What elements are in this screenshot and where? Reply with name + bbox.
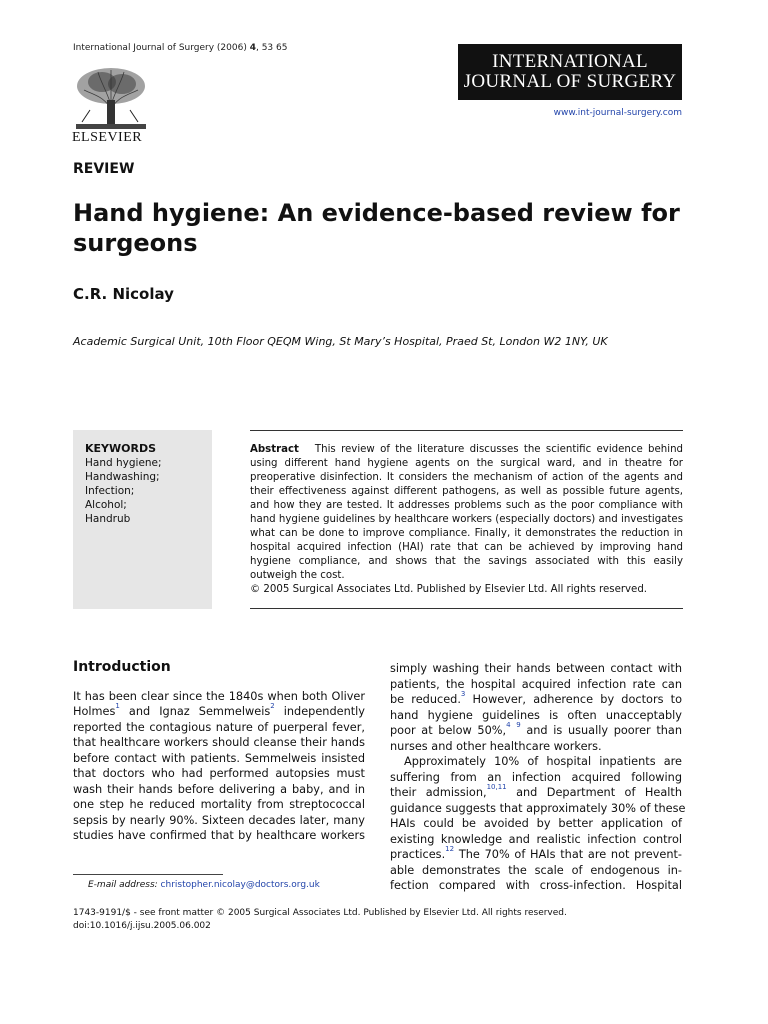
author-name: C.R. Nicolay xyxy=(73,285,174,303)
body-line: hand hygiene guidelines is often unacceptably xyxy=(390,708,682,722)
footnote-rule xyxy=(73,874,223,875)
abstract-line: hand hygiene guidelines by healthcare workers (especially doctors) and investigates xyxy=(250,514,683,525)
body-column-right xyxy=(390,661,686,894)
keywords-box xyxy=(73,430,212,609)
abstract-line: what can be done to improve compliance. Finally, it demonstrates the reduction in xyxy=(250,528,683,539)
body-line: It has been clear since the 1840s when both Oliver xyxy=(73,689,365,703)
author-email-link[interactable]: christopher.nicolay@doctors.org.uk xyxy=(160,880,320,890)
abstract-heading: Abstract xyxy=(250,444,299,455)
keywords-heading: KEYWORDS xyxy=(85,442,157,455)
abstract-top-rule xyxy=(250,430,683,431)
body-line: patients, the hospital acquired infection rate can xyxy=(390,677,682,691)
body-line: nurses and other healthcare workers. xyxy=(390,739,602,753)
body-line: that doctors who had performed autopsies must xyxy=(73,767,365,780)
body-line: practices.$^{12}$ The 70% of HAIs that are not prevent- xyxy=(390,845,682,861)
abstract-line: This review of the literature discusses the scientific evidence behind xyxy=(314,444,683,455)
body-line: Holmes$^1$ and Ignaz Semmelweis$^2$ independently xyxy=(73,702,365,718)
citation-line xyxy=(73,43,287,53)
abstract-line: preoperative disinfection. It considers the mechanism of action of the agents and xyxy=(250,472,683,483)
tree-icon xyxy=(72,66,150,130)
reference-link[interactable]: 3 xyxy=(460,690,466,698)
body-line: wash their hands before delivering a baby, and in xyxy=(73,782,365,796)
reference-link[interactable]: 1 xyxy=(115,702,120,710)
intro-heading: Introduction xyxy=(73,659,171,675)
body-line: sepsis by nearly 90%. Sixteen decades later, many xyxy=(73,813,365,827)
keyword-item: Hand hygiene; xyxy=(85,457,162,469)
abstract-bottom-rule xyxy=(250,608,683,609)
body-column-left xyxy=(73,660,365,844)
body-line: their admission,$^{10,11}$ and Department of Health xyxy=(390,783,682,799)
keyword-item: Infection; xyxy=(85,485,135,497)
body-line: be reduced.$^3$ However, adherence by doctors to xyxy=(390,690,682,706)
footer-doi: doi:10.1016/j.ijsu.2005.06.002 xyxy=(73,921,211,931)
reference-link[interactable]: 2 xyxy=(270,702,275,710)
reference-link[interactable]: 12 xyxy=(445,845,455,853)
article-title: Hand hygiene: An evidence-based review for surgeons xyxy=(73,199,680,257)
elsevier-wordmark: ELSEVIER xyxy=(72,130,143,145)
journal-title-line2: JOURNAL OF SURGERY xyxy=(463,71,677,92)
abstract-block xyxy=(250,443,683,597)
body-line: poor at below 50%,$^4$ $^9$ and is usually poorer than xyxy=(390,721,683,737)
body-line: one step he reduced mortality from streptococcal xyxy=(73,798,365,811)
journal-title-line1: INTERNATIONAL xyxy=(492,51,648,72)
body-line: existing knowledge and realistic infection control xyxy=(390,832,682,846)
body-line: that healthcare workers should cleanse their hands xyxy=(73,736,365,749)
citation-journal: International Journal of Surgery (2006) xyxy=(73,43,250,53)
abstract-line: outweigh the cost. xyxy=(250,570,345,581)
citation-pages: , 53 65 xyxy=(255,43,288,53)
body-line: guidance suggests that approximately 30% of these xyxy=(390,801,686,815)
reference-link[interactable]: 4 xyxy=(506,721,511,729)
body-line: suffering from an infection acquired following xyxy=(390,770,682,784)
keyword-item: Handwashing; xyxy=(85,471,160,483)
keyword-item: Handrub xyxy=(85,513,131,525)
abstract-line: hygiene compliance, and shows that the savings associated with this easily xyxy=(250,556,683,567)
section-label: REVIEW xyxy=(73,161,135,177)
body-line: fection compared with cross-infection. Hospital xyxy=(390,879,682,892)
keyword-item: Alcohol; xyxy=(85,499,127,511)
footer-copyright: 1743-9191/$ - see front matter © 2005 Surgical Associates Ltd. Published by Elsevier Ltd. All rights reserved. xyxy=(73,908,567,918)
body-line: Approximately 10% of hospital inpatients are xyxy=(404,755,682,768)
journal-url-link[interactable]: www.int-journal-surgery.com xyxy=(553,108,682,118)
elsevier-logo xyxy=(72,66,150,146)
abstract-line: and how they are tested. It addresses problems such as the poor compliance with xyxy=(250,500,683,511)
body-line: HAIs could be avoided by better application of xyxy=(390,817,682,830)
body-line: before contact with patients. Semmelweis insisted xyxy=(73,751,365,765)
author-affiliation: Academic Surgical Unit, 10th Floor QEQM Wing, St Mary’s Hospital, Praed St, London W2 1NY, UK xyxy=(73,335,608,348)
reference-link[interactable]: 10,11 xyxy=(486,783,507,791)
body-line: able demonstrates the scale of endogenous in- xyxy=(390,863,682,877)
footnote-email-label: E-mail address: xyxy=(88,880,158,890)
abstract-line: using different hand hygiene agents on the surgical ward, and in theatre for xyxy=(250,458,683,469)
footnote xyxy=(88,880,320,890)
reference-link[interactable]: 9 xyxy=(516,721,521,729)
abstract-line: hospital acquired infection (HAI) rate that can be achieved by improving hand xyxy=(250,542,683,553)
body-line: simply washing their hands between contact with xyxy=(390,662,682,675)
abstract-copyright: © 2005 Surgical Associates Ltd. Published by Elsevier Ltd. All rights reserved. xyxy=(250,584,648,595)
journal-title-box xyxy=(458,44,682,100)
body-line: studies have confirmed that by healthcare workers xyxy=(73,829,365,842)
body-line: reported the contagious nature of puerperal fever, xyxy=(73,720,365,734)
citation-volume: 4 xyxy=(249,43,256,53)
abstract-line: their effectiveness against different pathogens, as well as possible future agents, xyxy=(250,486,683,497)
